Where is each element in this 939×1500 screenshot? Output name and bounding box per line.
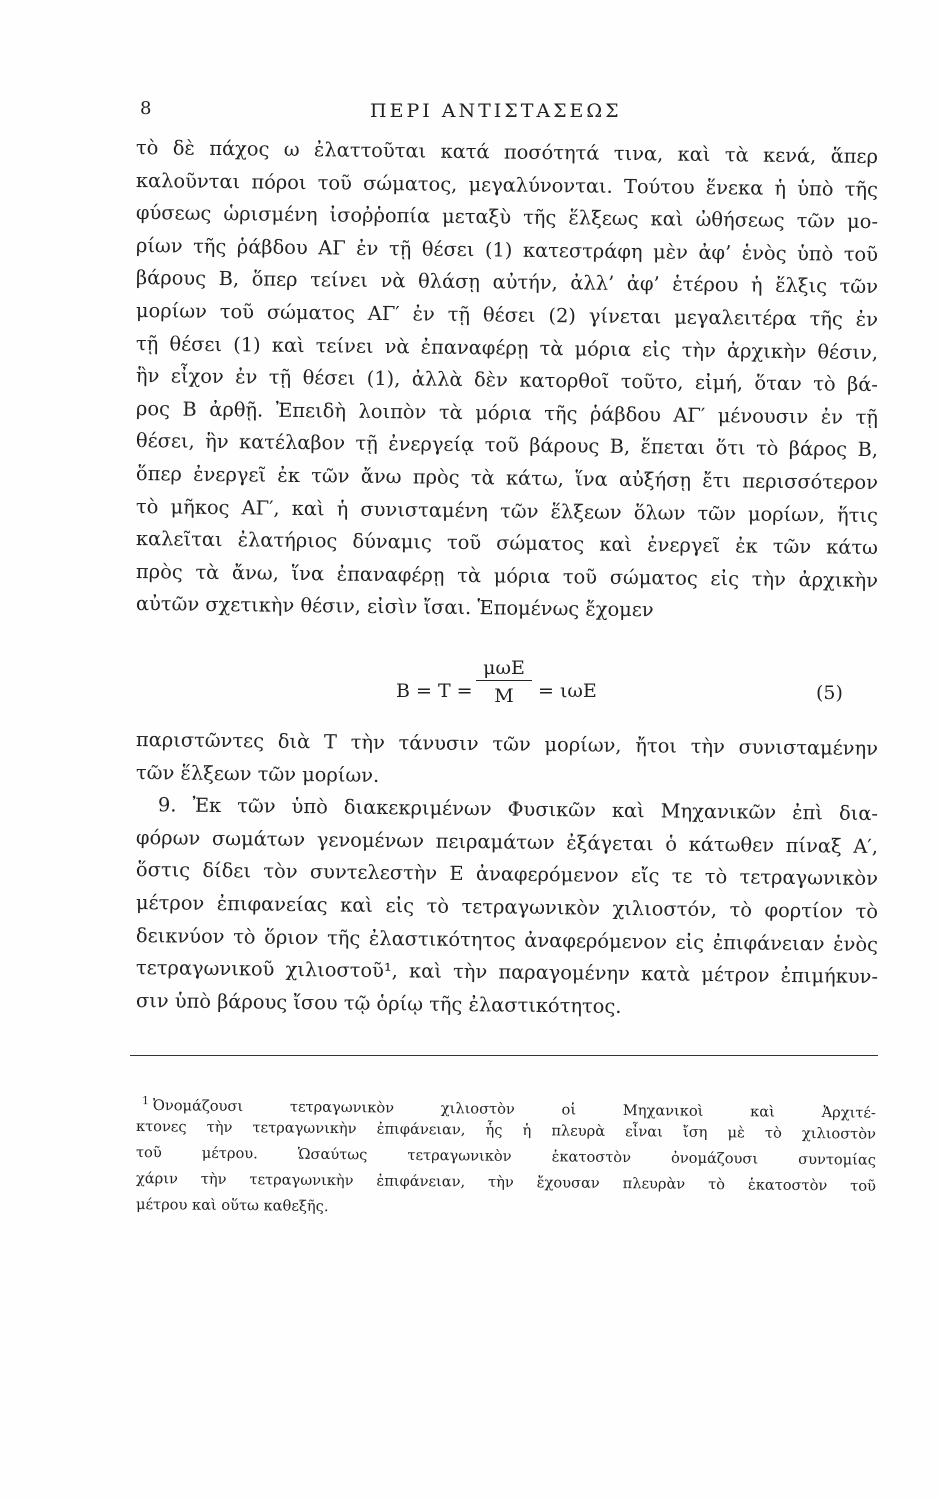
text-line: μορίων τοῦ σώματος ΑΓ′ ἐν τῇ θέσει (2) γίνεται μεγαλειτέρα τῆς ἐν	[135, 298, 879, 332]
running-title: ΠΕΡΙ ΑΝΤΙΣΤΑΣΕΩΣ	[370, 100, 622, 122]
text-line: φύσεως ὡρισμένη ἰσοῤῥοπία μεταξὺ τῆς ἕλξεως καὶ ὠθήσεως τῶν μο-	[135, 201, 879, 234]
text-line: σιν ὑπὸ βάρους ἴσου τῷ ὁρίῳ τῆς ἐλαστικότητος.	[135, 988, 622, 1018]
text-line: ρίων τῆς ῥάβδου ΑΓ ἐν τῇ θέσει (1) κατεστράφη μὲν ἀφ’ ἑνὸς ὑπὸ τοῦ	[135, 233, 879, 266]
footnote-line: κτονες τὴν τετραγωνικὴν ἐπιφάνειαν, ἧς ἡ πλευρὰ εἶναι ἴση μὲ τὸ χιλιοστὸν	[135, 1118, 877, 1143]
paragraph-section-9	[136, 724, 878, 1017]
text-line: πρὸς τὰ ἄνω, ἵνα ἐπαναφέρῃ τὰ μόρια τοῦ σώματος εἰς τὴν ἀρχικὴν	[135, 559, 879, 592]
footnote-marker: 1	[141, 1094, 150, 1108]
equation-rhs: = ιωE	[538, 680, 597, 702]
equation-number: (5)	[816, 682, 843, 704]
paragraph-section-8-continued	[136, 132, 878, 621]
text-line: τὸ μῆκος ΑΓ′, καὶ ἡ συνισταμένη τῶν ἕλξεων ὅλων τῶν μορίων, ἥτις	[135, 494, 879, 527]
text-line: βάρους Β, ὅπερ τείνει νὰ θλάσῃ αὐτήν, ἀλλ’ ἀφ’ ἑτέρου ἡ ἕλξις τῶν	[135, 266, 879, 299]
footnote-block	[136, 1088, 876, 1218]
footnote-line: τοῦ μέτρου. Ὡσαύτως τετραγωνικὸν ἑκατοστὸν ὀνομάζουσι συντομίας	[135, 1144, 877, 1169]
text-line: παριστῶντες διὰ Τ τὴν τάνυσιν τῶν μορίων, ἤτοι τὴν συνισταμένην	[135, 728, 879, 761]
footnote-divider	[130, 1055, 878, 1056]
text-line: ὅστις δίδει τὸν συντελεστὴν Ε ἀναφερόμενον εἴς τε τὸ τετραγωνικὸν	[135, 858, 879, 891]
fraction-denominator: M	[494, 685, 514, 707]
text-line: καλοῦνται πόροι τοῦ σώματος, μεγαλύνονται. Τούτου ἕνεκα ἡ ὑπὸ τῆς	[135, 168, 879, 201]
text-line: ἣν εἶχον ἐν τῇ θέσει (1), ἀλλὰ δὲν κατορθοῖ τοῦτο, εἰμή, ὅταν τὸ βά-	[135, 364, 879, 397]
text-line: φόρων σωμάτων γενομένων πειραμάτων ἐξάγεται ὁ κάτωθεν πίναξ Α′,	[135, 825, 879, 858]
text-line: τῇ θέσει (1) καὶ τείνει νὰ ἐπαναφέρῃ τὰ μόρια εἰς τὴν ἀρχικὴν θέσιν,	[135, 331, 879, 364]
text-line: ὅπερ ἐνεργεῖ ἐκ τῶν ἄνω πρὸς τὰ κάτω, ἵνα αὐξήσῃ ἔτι περισσότερον	[135, 461, 879, 495]
text-line: τὸ δὲ πάχος ω ἐλαττοῦται κατά ποσότητά τινα, καὶ τὰ κενά, ἅπερ	[135, 136, 879, 169]
equation-5	[136, 656, 878, 726]
footnote-line: μέτρου καὶ οὕτω καθεξῆς.	[135, 1196, 329, 1216]
text-line: τετραγωνικοῦ χιλιοστοῦ¹, καὶ τὴν παραγομένην κατὰ μέτρον ἐπιμήκυν-	[135, 956, 879, 989]
footnote-text: Ὀνομάζουσι τετραγωνικὸν χιλιοστὸν οἱ Μηχανικοὶ καὶ Ἀρχιτέ-	[152, 1097, 877, 1122]
section-9-start-line: 9. Ἐκ τῶν ὑπὸ διακεκριμένων Φυσικῶν καὶ Μηχανικῶν ἐπὶ δια-	[157, 793, 879, 826]
equation-fraction	[476, 656, 532, 707]
text-line: τῶν ἕλξεων τῶν μορίων.	[135, 760, 380, 787]
text-line: αὐτῶν σχετικὴν θέσιν, εἰσὶν ἴσαι. Ἑπομένως ἔχομεν	[135, 592, 654, 622]
footnote-line: χάριν τὴν τετραγωνικὴν ἐπιφάνειαν, τὴν ἔχουσαν πλευρὰν τὸ ἑκατοστὸν τοῦ	[135, 1170, 877, 1195]
equation-lhs: B = T =	[396, 680, 473, 702]
text-line: θέσει, ἣν κατέλαβον τῇ ἐνεργείᾳ τοῦ βάρους Β, ἕπεται ὅτι τὸ βάρος Β,	[135, 429, 879, 462]
text-line: καλεῖται ἐλατήριος δύναμις τοῦ σώματος καὶ ἐνεργεῖ ἐκ τῶν κάτω	[135, 527, 879, 560]
text-line: δεικνύον τὸ ὅριον τῆς ἐλαστικότητος ἀναφερόμενον εἰς ἐπιφάνειαν ἑνὸς	[135, 923, 879, 956]
page-number: 8	[140, 98, 152, 119]
text-line: μέτρον ἐπιφανείας καὶ εἰς τὸ τετραγωνικὸν χιλιοστόν, τὸ φορτίον τὸ	[135, 890, 879, 924]
fraction-numerator: μωE	[476, 656, 532, 681]
text-line: ρος Β ἀρθῇ. Ἐπειδὴ λοιπὸν τὰ μόρια τῆς ῥάβδου ΑΓ′ μένουσιν ἐν τῇ	[135, 396, 879, 429]
